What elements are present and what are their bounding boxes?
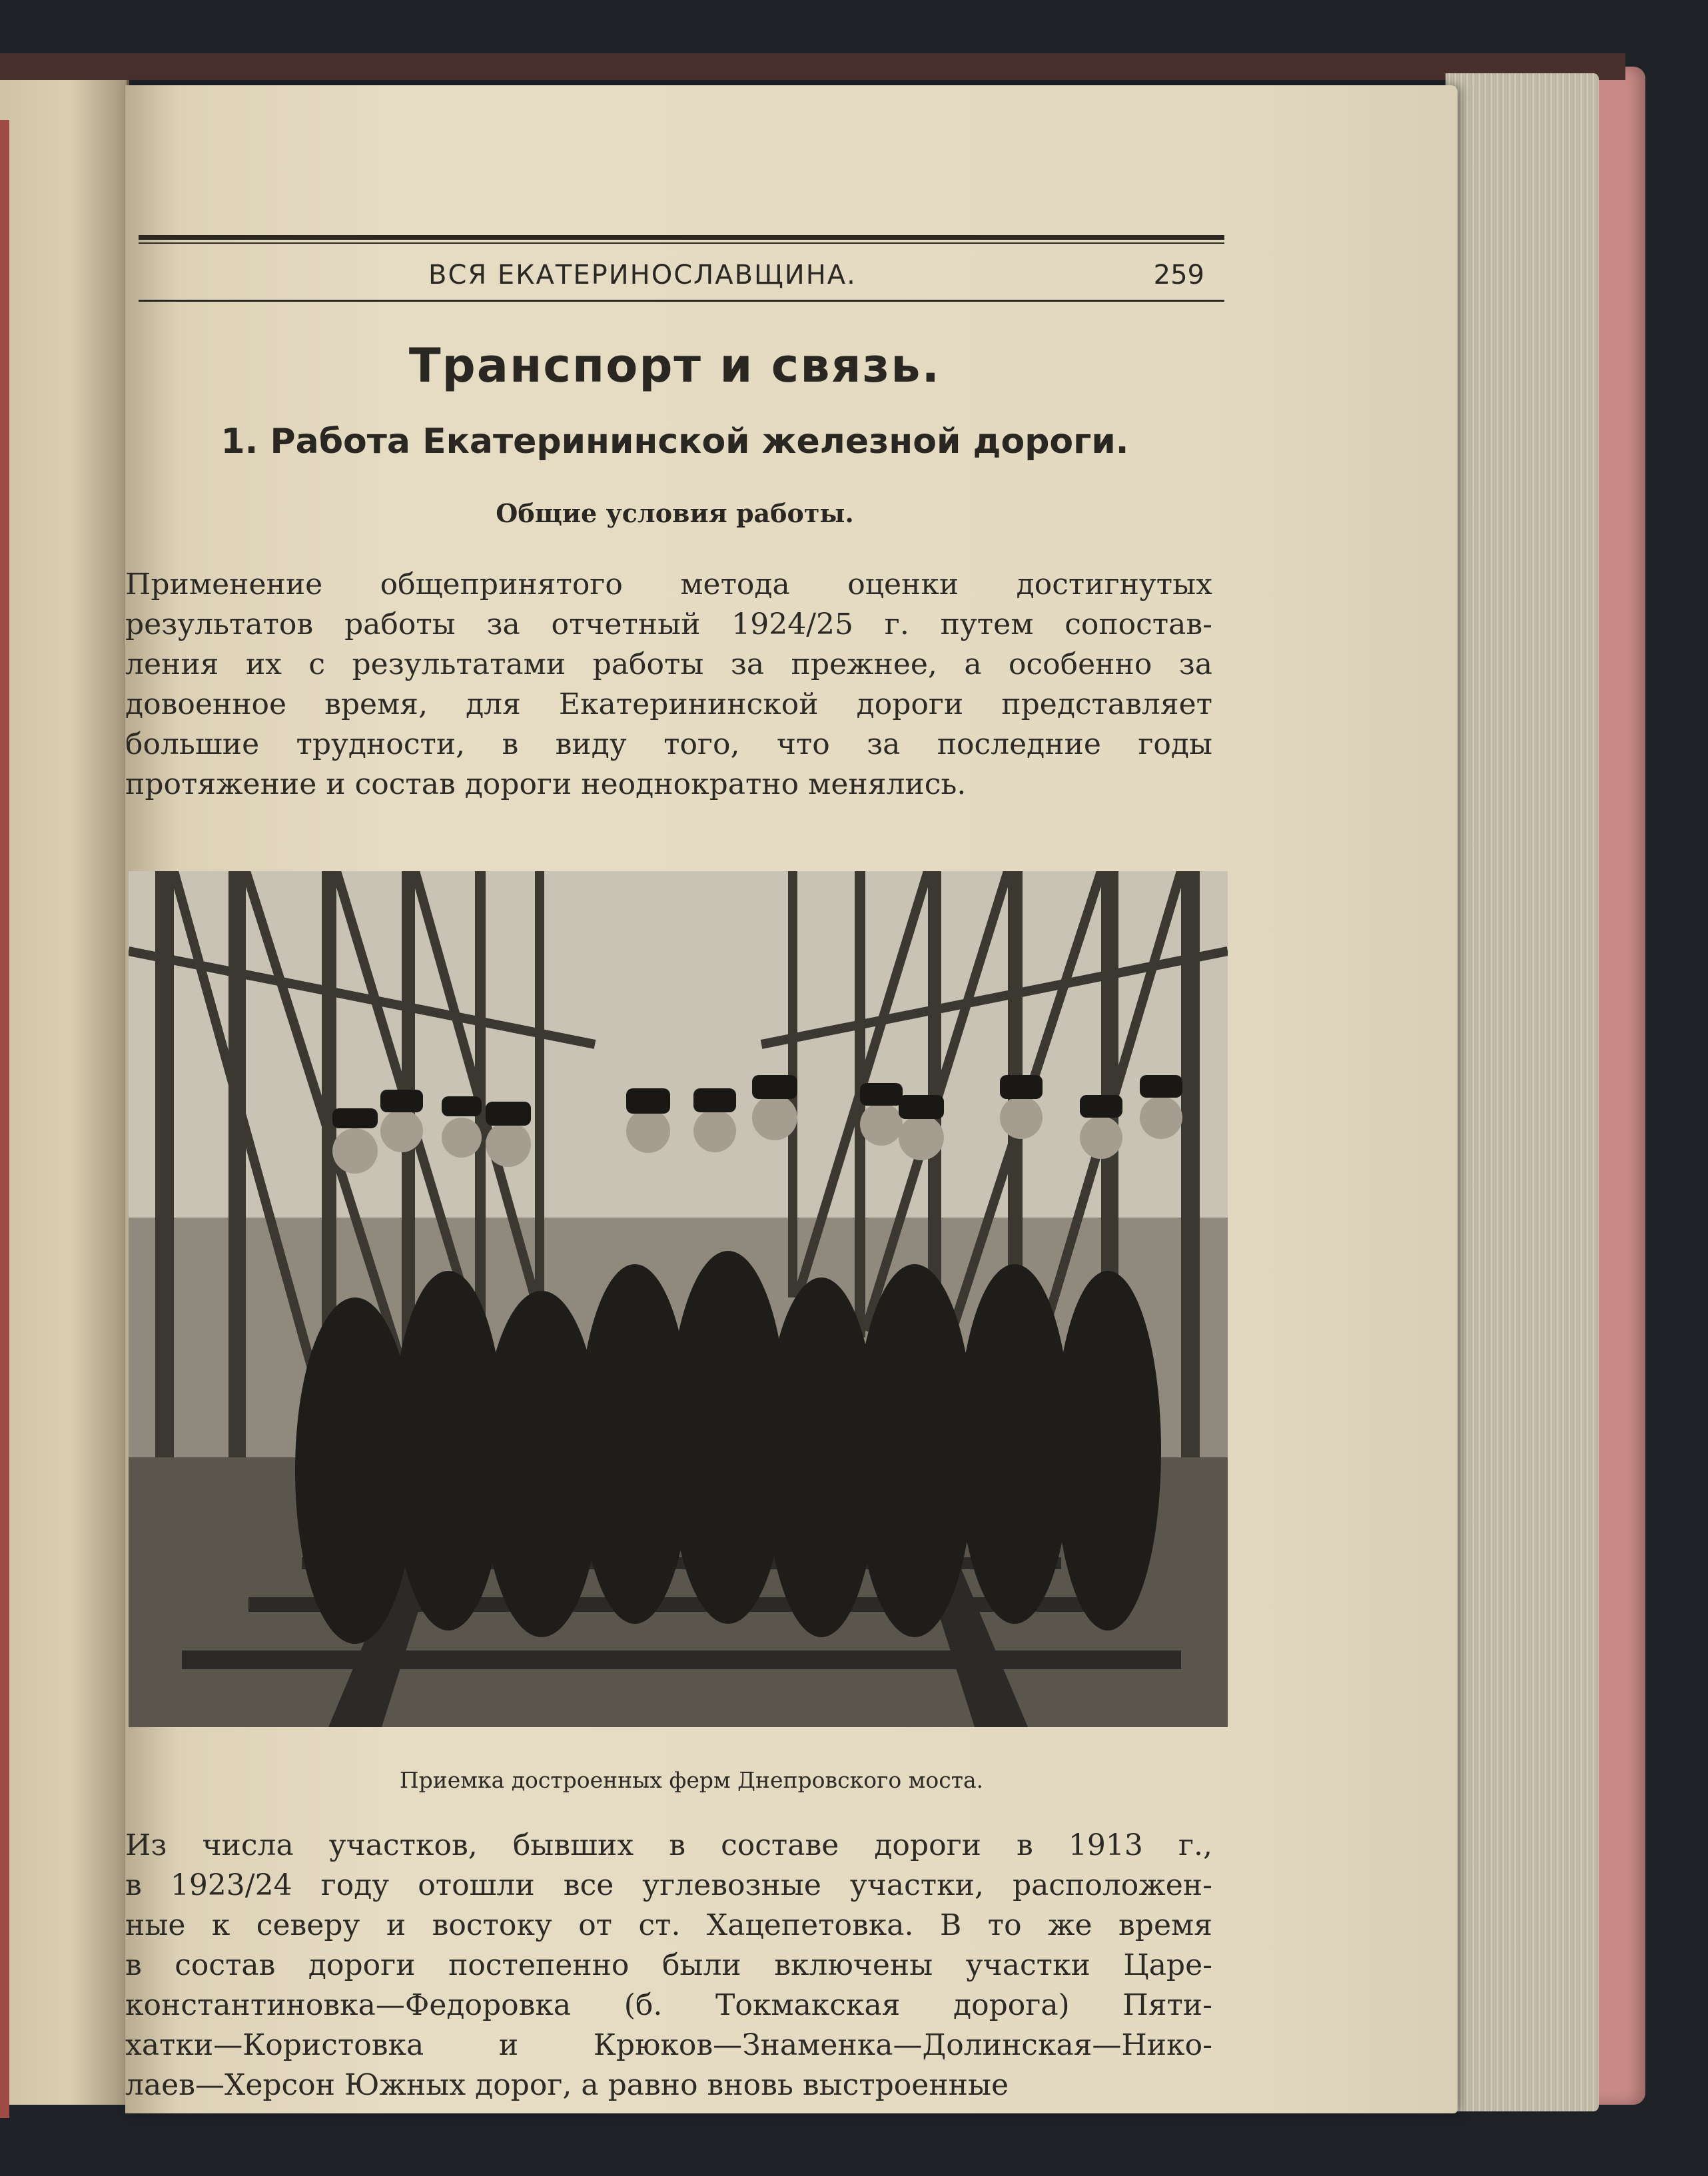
section-title: 1. Работа Екатерининской железной дороги. (220, 422, 1129, 462)
bridge-photo-image (129, 871, 1228, 1727)
left-page (0, 80, 129, 2105)
text-line: в 1923/24 году отошли все углевозные участки, расположен- (125, 1868, 1212, 1902)
page-edges (1446, 73, 1599, 2111)
text-line: хатки—Користовка и Крюков—Знаменка—Долинская—Нико- (125, 2028, 1212, 2062)
text-line: протяжение и состав дороги неоднократно менялись. (125, 767, 967, 801)
text-line: Применение общепринятого метода оценки достигнутых (125, 567, 1212, 601)
text-line: ления их с результатами работы за прежнее, а особенно за (125, 647, 1212, 681)
text-line: Из числа участков, бывших в составе дороги в 1913 г., (125, 1828, 1212, 1862)
header-rule-bottom (139, 300, 1224, 302)
text-line: довоенное время, для Екатерининской дороги представляет (125, 687, 1212, 721)
text-line: результатов работы за отчетный 1924/25 г. путем сопостав- (125, 607, 1212, 641)
chapter-title: Транспорт и связь. (408, 338, 941, 393)
book (0, 53, 1645, 2118)
page-number: 259 (1153, 260, 1204, 290)
right-page (125, 85, 1458, 2113)
left-cover-edge (0, 120, 9, 2118)
photo-caption: Приемка достроенных ферм Днепровского моста. (399, 1767, 984, 1793)
text-line: константиновка—Федоровка (б. Токмакская дорога) Пяти- (125, 1988, 1212, 2022)
paragraph-1 (125, 565, 1212, 805)
subsection-title: Общие условия работы. (496, 498, 854, 528)
text-line: большие трудности, в виду того, что за последние годы (125, 727, 1212, 761)
running-title: ВСЯ ЕКАТЕРИНОСЛАВЩИНА. (428, 260, 857, 290)
header-rule-top (139, 235, 1224, 240)
text-line: ные к северу и востоку от ст. Хацепетовка. В то же время (125, 1908, 1212, 1942)
bridge-photo (129, 871, 1228, 1727)
header-rule-top-thin (139, 242, 1224, 244)
text-line: лаев—Херсон Южных дорог, а равно вновь выстроенные (125, 2068, 1009, 2102)
book-cover-top-edge (0, 53, 1625, 80)
text-line: в состав дороги постепенно были включены участки Царе- (125, 1948, 1212, 1982)
paragraph-2 (125, 1826, 1212, 2105)
